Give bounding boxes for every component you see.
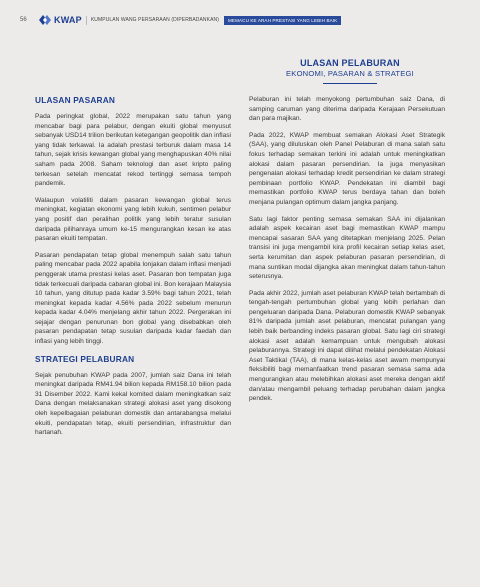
- left-column: [35, 95, 231, 445]
- paragraph: Pasaran pendapatan tetap global menempuh salah satu tahun paling mencabar pada 2022 apabila lonjakan dalam inflasi menjadi penggerak utama prestasi kelas aset. Pasaran bon tempatan juga tidak terkecuali daripada cabaran global ini. Bon kerajaan Malaysia 10 tahun, yang ditutup pada kadar 3.59% bagi tahun 2021, telah meningkat kepada kadar 4.56% pada 2022 sebelum menurun kepada kadar 4.04% menjelang akhir tahun 2022. Pergerakan ini sejajar dengan penurunan bon global yang disebabkan oleh pasaran pendapatan tetap susulan daripada kadar faedah dan inflasi yang lebih tinggi.: [35, 251, 231, 346]
- heading-ulasan-pasaran: ULASAN PASARAN: [35, 95, 116, 105]
- paragraph: Satu lagi faktor penting semasa semakan SAA ini dijalankan adalah aspek kecairan aset bagi memastikan KWAP mampu mencapai sasaran SAA yang ditetapkan menjelang 2025. Pelan transisi ini juga mengambil kira profil kecairan setiap kelas aset, serta kerumitan dan aspek pelaburan pasaran persendirian, di mana suntikan modal dijangka akan meningkat dalam tahun-tahun seterusnya.: [249, 215, 445, 281]
- page-number: 56: [20, 17, 27, 23]
- paragraph: Pada akhir 2022, jumlah aset pelaburan KWAP telah bertambah di tengah-tengah pertumbuhan global yang lebih perlahan dan pengeluaran daripada Dana. Pelaburan domestik KWAP sebanyak 81% daripada jumlah aset pelaburan, mencatat pulangan yang lebih baik berbanding indeks pasaran global. Satu lagi ciri strategi alokasi aset adalah kemampuan untuk mengubah alokasi pelaburannya. Strategi ini dapat dilihat melalui pendekatan Alokasi Aset Taktikal (TAA), di mana kelas-kelas aset awam mempunyai fleksibiliti bagi memanfaatkan trend pasaran semasa sama ada mengurangkan atau melebihkan alokasi aset mereka dengan aktif dan/atau mengambil peluang terhadap perubahan dalam jangka pendek.: [249, 289, 445, 403]
- logo-text: KWAP: [54, 15, 82, 25]
- paragraph: Pada peringkat global, 2022 merupakan satu tahun yang mencabar bagi para pelabur, dengan ekuiti global menyusut sebanyak USD14 trilion berikutan ketegangan geopolitik dan inflasi yang tidak terkawal. Ia adalah prestasi terburuk dalam masa 14 tahun, sejak krisis kewangan global yang menghapuskan 40% nilai saham pada 2008. Saham teknologi dan aset kripto paling terkesan setelah mencatat rekod tertinggi semasa tempoh pandemik.: [35, 113, 231, 188]
- kwap-logo: [38, 14, 82, 26]
- heading-strategi-pelaburan: STRATEGI PELABURAN: [35, 353, 135, 364]
- paragraph: Walaupun volatiliti dalam pasaran kewangan global terus meningkat, kegiatan ekonomi yang lebih kukuh, sentimen pelabur yang positif dan peralihan politik yang lebih teratur susulan daripada pilihanraya umum ke-15 mengurangkan kesan ke atas pasaran ekuiti tempatan.: [35, 196, 231, 243]
- paragraph: Pada 2022, KWAP membuat semakan Alokasi Aset Strategik (SAA), yang diluluskan oleh Panel Pelaburan di mana salah satu fokus terhadap semakan terkini ini adalah untuk meningkatkan alokasi dalam pasaran persendirian. Ia juga menyasikan pengenalan alokasi terhadap kredit persendirian ke dalam strategi pembinaan portfolio KWAP. Pendekatan ini diambil bagi memastikan portfolio KWAP terus berdaya tahan dan boleh menjana pulangan optimum dalam jangka panjang.: [249, 131, 445, 206]
- page-header: [20, 13, 341, 27]
- paragraph: Sejak penubuhan KWAP pada 2007, jumlah saiz Dana ini telah meningkat daripada RM41.94 bilion kepada RM158.10 bilion pada 31 Disember 2022. Kami kekal komited dalam meningkatkan saiz Dana dengan melaksanakan strategi alokasi aset yang disokong oleh kepelbagaian pelaburan domestik dan antarabangsa melalui ekuiti, pendapatan tetap, ekuiti persendirian, infrastruktur dan hartanah.: [35, 371, 231, 437]
- section-title: ULASAN PELABURAN: [300, 58, 400, 68]
- header-divider: [86, 16, 87, 25]
- paragraph: Pelaburan ini telah menyokong pertumbuhan saiz Dana, di samping caruman yang diterima daripada Kerajaan Persekutuan dan para majikan.: [249, 96, 445, 123]
- kwap-logo-icon: [38, 14, 52, 26]
- title-underline: [323, 83, 377, 84]
- section-subtitle: EKONOMI, PASARAN & STRATEGI: [286, 69, 414, 78]
- report-tab: MEMACU KE ARAH PRESTASI YANG LEBIH BAIK: [224, 16, 341, 25]
- publication-title: KUMPULAN WANG PERSARAAN (DIPERBADANKAN): [90, 17, 219, 23]
- right-column: [249, 95, 445, 411]
- section-title-block: [220, 58, 480, 84]
